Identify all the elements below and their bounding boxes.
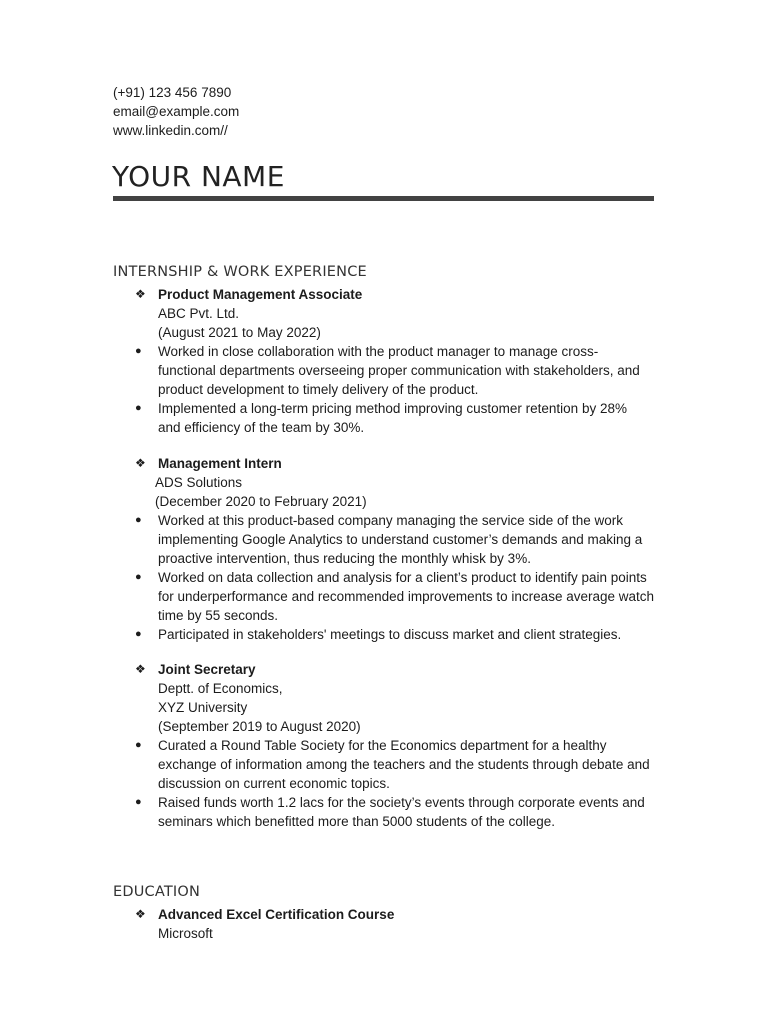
entry-organization: ABC Pvt. Ltd. — [158, 306, 240, 321]
dot-bullet-icon: ● — [135, 345, 142, 357]
diamond-bullet-icon: ❖ — [135, 907, 146, 921]
entry-course: Advanced Excel Certification Course — [158, 907, 395, 922]
dot-bullet-icon: ● — [135, 571, 142, 583]
bullet-text: Raised funds worth 1.2 lacs for the society’s events through corporate events and seminars which benefitted more than 5000 students of the college. — [158, 795, 645, 829]
email-address: email@example.com — [113, 104, 240, 119]
entry-bullet-list — [113, 342, 653, 437]
entry-organization: XYZ University — [158, 700, 248, 715]
dot-bullet-icon: ● — [135, 796, 142, 808]
entry-organization: ADS Solutions — [155, 475, 243, 490]
dot-bullet-icon: ● — [135, 628, 142, 640]
list-item — [113, 511, 658, 568]
experience-entry — [113, 660, 673, 831]
bullet-text: Worked in close collaboration with the product manager to manage cross-functional departments overseeing proper communication with stakeholders, and product development to timely delivery of the product. — [158, 344, 640, 397]
entry-bullet-list — [113, 736, 653, 831]
diamond-bullet-icon: ❖ — [135, 456, 146, 470]
entry-role: Product Management Associate — [158, 287, 363, 302]
list-item — [113, 736, 653, 793]
entry-role: Joint Secretary — [158, 662, 256, 677]
bullet-text: Participated in stakeholders' meetings to discuss market and client strategies. — [158, 627, 622, 642]
name-divider — [113, 196, 654, 201]
dot-bullet-icon: ● — [135, 402, 142, 414]
section-title-education: EDUCATION — [113, 884, 201, 900]
dot-bullet-icon: ● — [135, 514, 142, 526]
experience-entry — [113, 454, 673, 644]
list-item — [113, 568, 658, 625]
phone-number: (+91) 123 456 7890 — [113, 85, 232, 100]
list-item — [113, 793, 653, 831]
entry-bullet-list — [113, 511, 658, 644]
experience-entry — [113, 285, 673, 437]
entry-dates: (September 2019 to August 2020) — [158, 719, 361, 734]
diamond-bullet-icon: ❖ — [135, 662, 146, 676]
entry-role: Management Intern — [158, 456, 282, 471]
diamond-bullet-icon: ❖ — [135, 287, 146, 301]
education-entry — [113, 905, 673, 943]
list-item — [113, 625, 658, 644]
bullet-text: Worked at this product-based company managing the service side of the work implementing Google Analytics to understand customer’s demands and making a proactive intervention, thus reducing the monthly whisk by 3%. — [158, 513, 643, 566]
entry-dates: (December 2020 to February 2021) — [155, 494, 367, 509]
list-item — [113, 342, 653, 399]
entry-institution: Microsoft — [158, 926, 213, 941]
entry-dates: (August 2021 to May 2022) — [158, 325, 321, 340]
bullet-text: Implemented a long-term pricing method improving customer retention by 28% and efficiency of the team by 30%. — [158, 401, 627, 435]
entry-organization: Deptt. of Economics, — [158, 681, 283, 696]
list-item — [113, 399, 653, 437]
dot-bullet-icon: ● — [135, 739, 142, 751]
candidate-name: YOUR NAME — [112, 160, 285, 193]
bullet-text: Worked on data collection and analysis for a client’s product to identify pain points for underperformance and recommended improvements to increase average watch time by 55 seconds. — [158, 570, 655, 623]
section-title-experience: INTERNSHIP & WORK EXPERIENCE — [113, 264, 367, 280]
bullet-text: Curated a Round Table Society for the Economics department for a healthy exchange of information among the teachers and the students through debate and discussion on current economic topics. — [158, 738, 650, 791]
contact-block — [113, 83, 239, 140]
linkedin-url: www.linkedin.com// — [113, 123, 228, 138]
